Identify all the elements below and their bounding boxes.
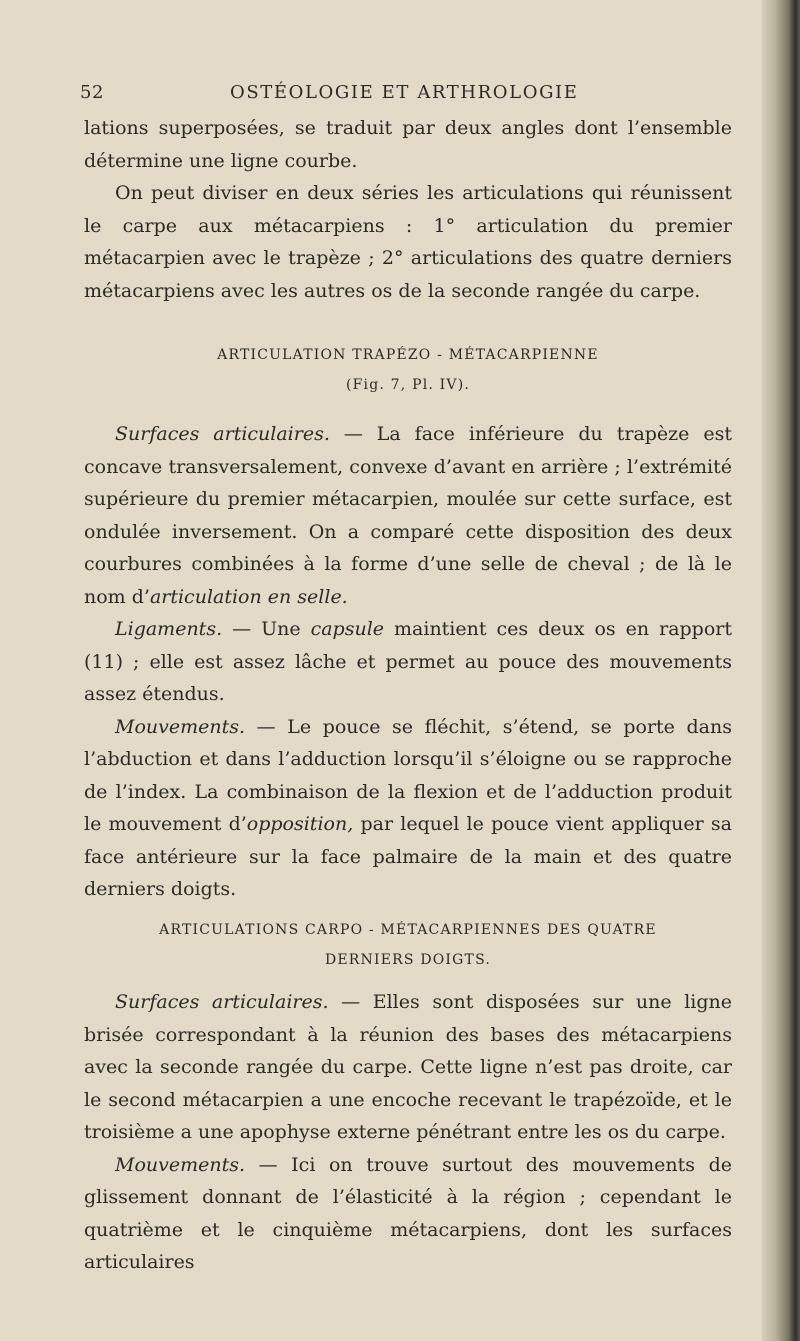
intro-paragraph-2: On peut diviser en deux séries les articulations qui réunissent le carpe aux métacarpiens : 1° articulation du premier métacarpien avec le trapèze ; 2° articulations des quatre derniers métacarpiens avec les autres os de la seconde rangée du carpe. bbox=[84, 182, 732, 302]
section-2-mouvements-label: Mouvements. bbox=[115, 1153, 246, 1176]
section-1-surfaces-label: Surfaces articulaires. bbox=[115, 423, 330, 445]
running-head bbox=[80, 82, 730, 112]
section-1-surfaces-paragraph bbox=[84, 418, 732, 613]
section-1-ligaments-text-1: — Une bbox=[222, 618, 311, 640]
page-number: 52 bbox=[80, 82, 104, 103]
section-1-mouvements-label: Mouvements. bbox=[115, 715, 246, 738]
section-2-heading-block bbox=[84, 915, 732, 975]
section-2-surfaces-label: Surfaces articulaires. bbox=[115, 991, 329, 1013]
intro-text bbox=[84, 112, 732, 307]
section-1-mouvements-text-2: par lequel le pouce vient appliquer sa face antérieure sur la face palmaire de la main et des quatre derniers doigts. bbox=[84, 813, 732, 900]
section-1-heading-block bbox=[84, 340, 732, 400]
section-1-text bbox=[84, 418, 732, 906]
section-2-surfaces-text: — Elles sont disposées sur une ligne brisée correspondant à la réunion des bases des métacarpiens avec la seconde rangée du carpe. Cette ligne n’est pas droite, car le second métacarpien a une encoche recevant le trapézoïde, et le troisième a une apophyse externe pénétrant entre les os du carpe. bbox=[84, 991, 732, 1143]
section-2-mouvements-paragraph bbox=[84, 1149, 732, 1279]
section-1-subheading: (Fig. 7, Pl. IV). bbox=[345, 377, 471, 393]
section-1-ligaments-paragraph bbox=[84, 613, 732, 711]
section-1-mouvements-text-1: — Le pouce se fléchit, s’étend, se porte dans l’abduction et dans l’adduction lorsqu’il s’éloigne ou se rapproche de l’index. La combinaison de la flexion et de l’adduction produit le mouvement d’ bbox=[84, 715, 732, 835]
binding-edge bbox=[762, 0, 800, 1341]
section-2-heading-line-1: ARTICULATIONS CARPO - MÉTACARPIENNES DES QUATRE bbox=[159, 922, 657, 938]
section-1-mouvements-italic: opposition, bbox=[246, 813, 354, 835]
intro-paragraph-1: lations superposées, se traduit par deux angles dont l’ensemble détermine une ligne courbe. bbox=[84, 117, 732, 172]
section-2-mouvements-text: — Ici on trouve surtout des mouvements de glissement donnant de l’élasticité à la région ; cependant le quatrième et le cinquième métacarpiens, dont les surfaces articulaires bbox=[84, 1153, 732, 1273]
section-1-ligaments-text-2: maintient ces deux os en rapport (11) ; elle est assez lâche et permet au pouce des mouvements assez étendus. bbox=[84, 618, 732, 705]
section-1-ligaments-italic: capsule bbox=[310, 618, 385, 640]
section-2-surfaces-paragraph bbox=[84, 986, 732, 1149]
section-1-surfaces-italic-end: articulation en selle. bbox=[149, 585, 348, 608]
section-1-heading: ARTICULATION TRAPÉZO - MÉTACARPIENNE bbox=[217, 347, 599, 363]
section-1-ligaments-label: Ligaments. bbox=[115, 618, 223, 640]
running-title: OSTÉOLOGIE ET ARTHROLOGIE bbox=[230, 82, 579, 103]
section-2-text bbox=[84, 986, 732, 1279]
section-1-surfaces-text: — La face inférieure du trapèze est concave transversalement, convexe d’avant en arrière ; l’extrémité supérieure du premier métacarpien, moulée sur cette surface, est ondulée inversement. On a comparé cette disposition des deux courbures combinées à la forme d’une selle de cheval ; de là le nom d’ bbox=[84, 423, 733, 608]
section-2-heading-line-2: DERNIERS DOIGTS. bbox=[324, 952, 492, 968]
section-1-mouvements-paragraph bbox=[84, 711, 732, 906]
